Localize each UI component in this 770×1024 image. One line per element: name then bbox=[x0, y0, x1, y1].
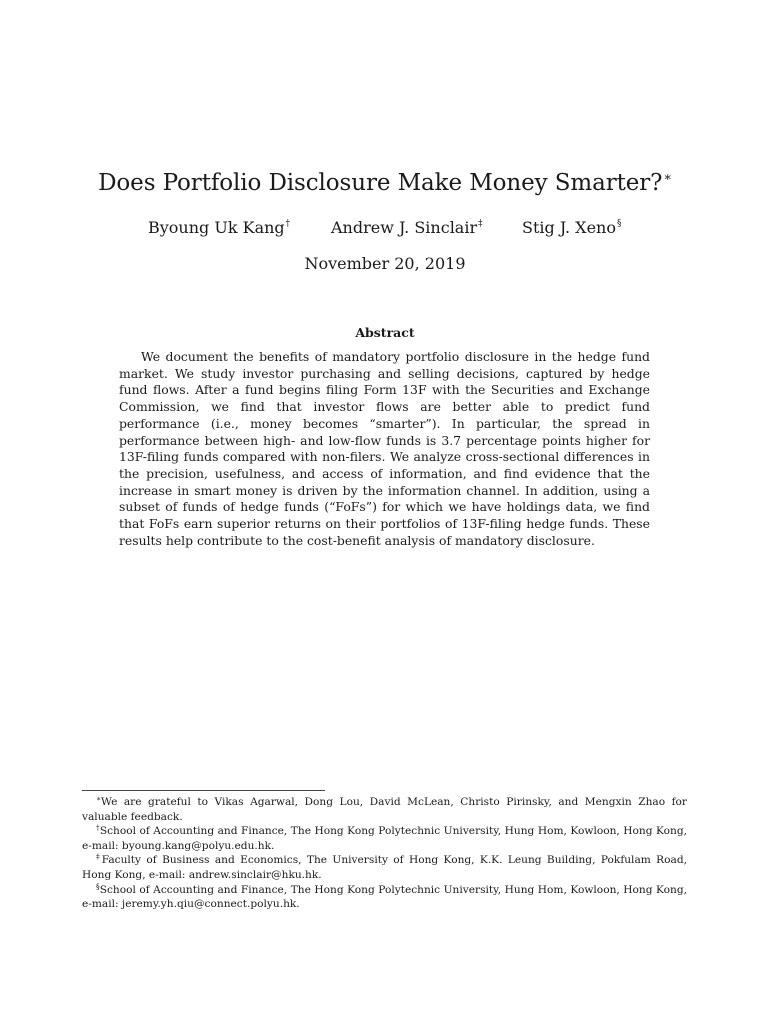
author-1-name: Byoung Uk Kang bbox=[148, 218, 285, 237]
footnotes bbox=[82, 795, 687, 912]
footnote-4-mark: § bbox=[96, 881, 100, 891]
footnote-3 bbox=[82, 853, 687, 882]
footnote-2-mark: † bbox=[96, 823, 100, 833]
author-2 bbox=[331, 218, 483, 237]
author-3 bbox=[522, 218, 621, 237]
title-footnote-mark: ∗ bbox=[663, 168, 672, 184]
footnote-4-text: School of Accounting and Finance, The Hong Kong Polytechnic University, Hung Hom, Kowloon, Hong Kong, e-mail: jeremy.yh.qiu@connect.polyu.hk. bbox=[82, 883, 687, 911]
footnote-1 bbox=[82, 795, 687, 824]
paper-date: November 20, 2019 bbox=[304, 254, 466, 273]
footnote-3-mark: ‡ bbox=[96, 852, 102, 862]
author-3-footnote-mark: § bbox=[616, 219, 622, 230]
footnote-4 bbox=[82, 883, 687, 912]
footnote-2 bbox=[82, 824, 687, 853]
abstract-body: We document the benefits of mandatory portfolio disclosure in the hedge fund market. We study investor purchasing and selling decisions, captured by hedge fund flows. After a fund begins filing Form 13F with the Securities and Exchange Commission, we find that investor flows are better able to predict fund performance (i.e., money becomes “smarter”). In particular, the spread in performance between high- and low-flow funds is 3.7 percentage points higher for 13F-filing funds compared with non-filers. We analyze cross-sectional differences in the precision, usefulness, and access of information, and find evidence that the increase in smart money is driven by the information channel. In addition, using a subset of funds of hedge funds (“FoFs”) for which we have holdings data, we find that FoFs earn superior returns on their portfolios of 13F-filing hedge funds. These results help contribute to the cost-benefit analysis of mandatory disclosure. bbox=[119, 349, 650, 548]
footnote-2-text: School of Accounting and Finance, The Hong Kong Polytechnic University, Hung Hom, Kowloon, Hong Kong, e-mail: byoung.kang@polyu.edu.hk. bbox=[82, 825, 687, 852]
footnote-1-mark: ∗ bbox=[96, 793, 102, 803]
author-1-footnote-mark: † bbox=[285, 219, 291, 230]
footnote-3-text: Faculty of Business and Economics, The University of Hong Kong, K.K. Leung Building, Pokfulam Road, Hong Kong, e-mail: andrew.sinclair@hku.hk. bbox=[82, 854, 687, 881]
paper-title bbox=[0, 170, 770, 196]
author-3-name: Stig J. Xeno bbox=[522, 218, 616, 237]
author-1 bbox=[148, 218, 290, 237]
author-2-footnote-mark: ‡ bbox=[478, 219, 483, 230]
footnote-1-text: We are grateful to Vikas Agarwal, Dong Lou, David McLean, Christo Pirinsky, and Mengxin Zhao for valuable feedback. bbox=[82, 796, 687, 823]
paper-title-text: Does Portfolio Disclosure Make Money Smarter? bbox=[98, 170, 663, 196]
author-list bbox=[0, 218, 770, 242]
footnote-divider bbox=[82, 790, 325, 791]
author-2-name: Andrew J. Sinclair bbox=[331, 218, 478, 237]
abstract-heading: Abstract bbox=[355, 325, 415, 340]
